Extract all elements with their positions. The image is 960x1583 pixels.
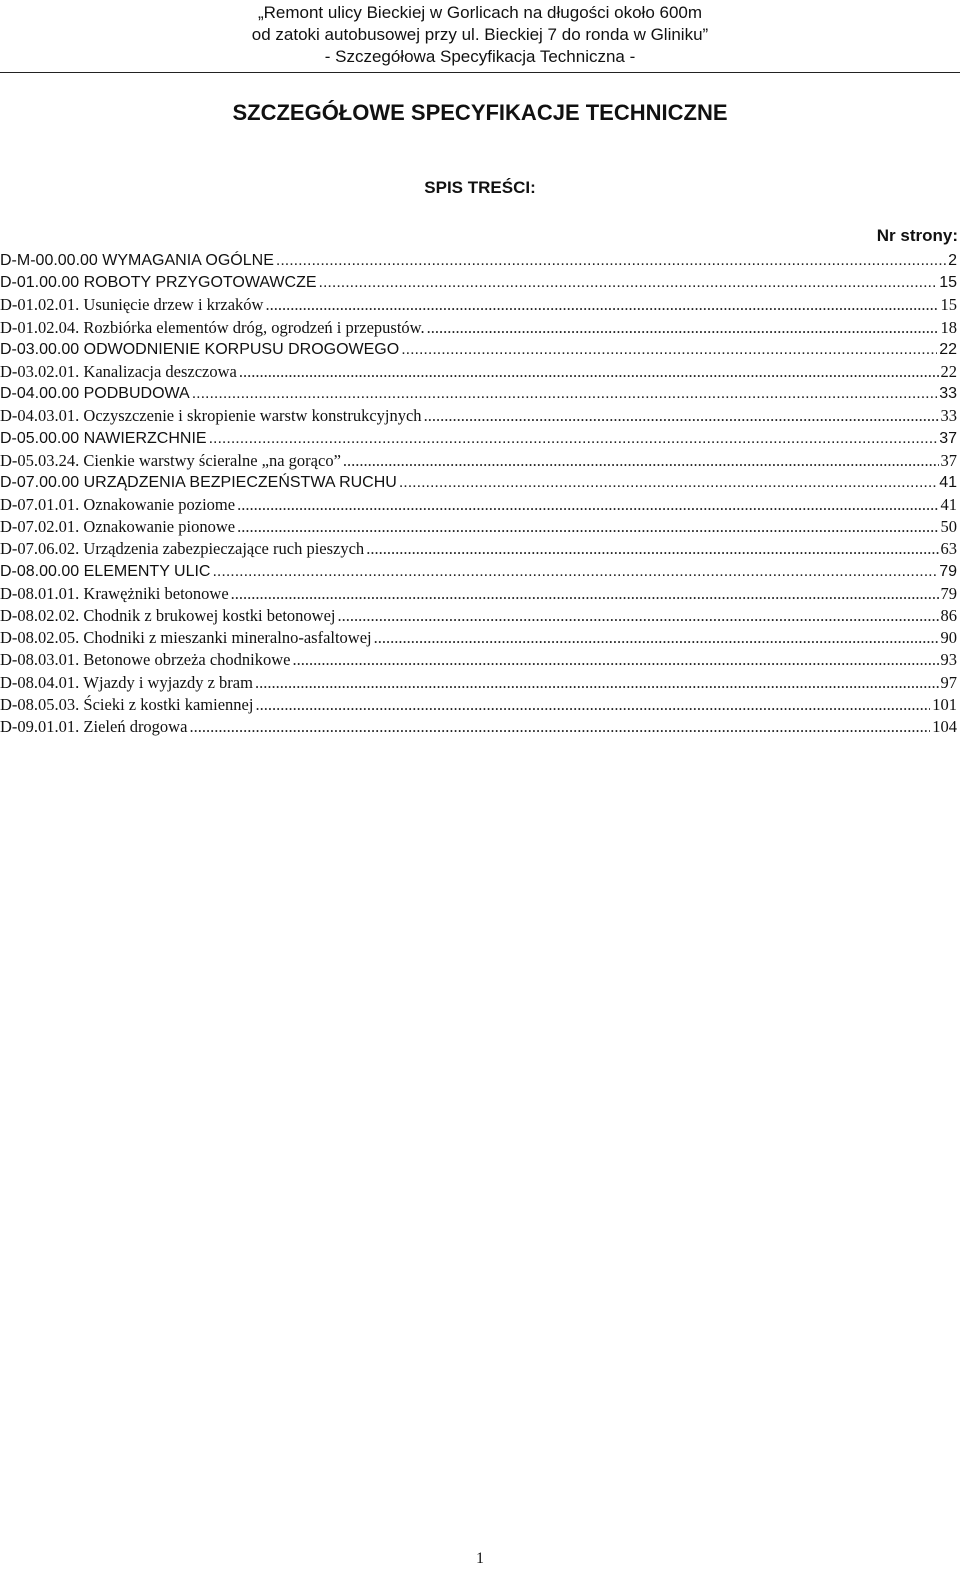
toc-dot-leader <box>366 538 938 560</box>
toc-dot-leader <box>237 516 938 538</box>
toc-entry-title: Wjazdy i wyjazdy z bram <box>83 672 253 692</box>
toc-entry-page: 41 <box>940 495 957 515</box>
toc-entry[interactable] <box>0 317 957 339</box>
toc-entry-page: 86 <box>940 606 957 625</box>
toc-dot-leader <box>424 405 939 427</box>
toc-entry[interactable] <box>0 405 957 427</box>
toc-entry-code: D-01.02.01. <box>0 295 80 315</box>
header-divider <box>0 72 960 73</box>
toc-entry[interactable] <box>0 694 957 716</box>
toc-entry[interactable] <box>0 361 957 383</box>
toc-heading: SPIS TREŚCI: <box>424 178 536 197</box>
toc-entry[interactable] <box>0 428 957 450</box>
page-number-column-heading: Nr strony: <box>876 226 958 245</box>
toc-entry-title: PODBUDOWA <box>83 385 190 403</box>
toc-dot-leader <box>237 494 938 516</box>
toc-dot-leader <box>239 361 939 383</box>
toc-entry-code: D-03.00.00 <box>0 340 80 358</box>
toc-entry-page: 97 <box>940 672 957 692</box>
toc-dot-leader <box>265 294 938 316</box>
document-title: SZCZEGÓŁOWE SPECYFIKACJE TECHNICZNE <box>232 100 728 125</box>
page-number: 1 <box>476 1550 484 1567</box>
toc-dot-leader <box>231 583 939 605</box>
toc-entry-code: D-05.03.24. <box>0 450 80 470</box>
toc-entry-title: URZĄDZENIA BEZPIECZEŃSTWA RUCHU <box>83 473 397 491</box>
toc-entry-code: D-01.00.00 <box>0 274 80 292</box>
toc-entry-title: Betonowe obrzeża chodnikowe <box>83 650 291 670</box>
toc-entry-title: Rozbiórka elementów dróg, ogrodzeń i przepustów. <box>83 317 425 337</box>
toc-entry-title: Oznakowanie poziome <box>83 495 236 515</box>
toc-entry-page: 22 <box>940 361 957 381</box>
page-header <box>0 2 960 68</box>
toc-entry-title: Usunięcie drzew i krzaków <box>83 295 264 315</box>
toc-entry-title: ROBOTY PRZYGOTOWAWCZE <box>83 274 317 292</box>
toc-entry[interactable] <box>0 272 957 294</box>
toc-entry-page: 33 <box>940 406 957 426</box>
toc-entry-code: D-04.03.01. <box>0 406 80 426</box>
toc-entry-page: 18 <box>940 317 957 337</box>
toc-entry-code: D-07.01.01. <box>0 495 80 515</box>
table-of-contents <box>0 250 957 738</box>
toc-entry-title: ELEMENTY ULIC <box>83 562 211 580</box>
toc-entry[interactable] <box>0 583 957 605</box>
toc-entry-title: Chodnik z brukowej kostki betonowej <box>83 606 336 625</box>
toc-dot-leader <box>427 317 939 339</box>
toc-entry[interactable] <box>0 250 957 272</box>
toc-dot-leader <box>212 561 937 583</box>
toc-entry-page: 79 <box>940 583 957 603</box>
toc-entry[interactable] <box>0 472 957 494</box>
toc-entry-code: D-08.03.01. <box>0 650 80 670</box>
toc-entry-code: D-08.05.03. <box>0 694 80 714</box>
toc-entry-code: D-01.02.04. <box>0 317 80 337</box>
toc-entry-title: Oznakowanie pionowe <box>83 517 236 537</box>
toc-entry-title: NAWIERZCHNIE <box>83 429 207 447</box>
header-line-3: - Szczegółowa Specyfikacja Techniczna - <box>324 47 636 66</box>
toc-entry-page: 90 <box>940 628 957 648</box>
toc-dot-leader <box>293 649 939 671</box>
toc-entry-page: 101 <box>932 694 957 714</box>
toc-entry-page: 33 <box>939 385 957 403</box>
toc-dot-leader <box>192 383 938 405</box>
toc-dot-leader <box>399 472 937 494</box>
toc-entry-code: D-04.00.00 <box>0 385 80 403</box>
toc-dot-leader <box>319 272 938 294</box>
toc-entry[interactable] <box>0 716 957 738</box>
toc-entry-title: ODWODNIENIE KORPUSU DROGOWEGO <box>83 340 400 358</box>
toc-dot-leader <box>276 250 946 272</box>
toc-entry[interactable] <box>0 672 957 694</box>
toc-entry[interactable] <box>0 627 957 649</box>
toc-dot-leader <box>255 672 939 694</box>
toc-entry-page: 37 <box>940 450 957 470</box>
toc-entry-title: Urządzenia zabezpieczające ruch pieszych <box>83 539 365 559</box>
toc-entry-code: D-08.02.02. <box>0 606 80 625</box>
toc-entry-page: 79 <box>939 562 957 580</box>
toc-entry-title: Cienkie warstwy ścieralne „na gorąco” <box>83 450 341 470</box>
toc-dot-leader <box>374 627 939 649</box>
toc-dot-leader <box>255 694 930 716</box>
toc-entry[interactable] <box>0 294 957 316</box>
toc-entry-code: D-08.00.00 <box>0 562 80 580</box>
toc-entry-page: 37 <box>939 429 957 447</box>
toc-entry-code: D-03.02.01. <box>0 361 80 381</box>
toc-entry-code: D-07.06.02. <box>0 539 80 559</box>
toc-entry[interactable] <box>0 450 957 472</box>
toc-entry-title: WYMAGANIA OGÓLNE <box>102 252 274 269</box>
toc-entry-code: D-08.02.05. <box>0 628 80 648</box>
toc-entry-title: Kanalizacja deszczowa <box>83 361 237 381</box>
toc-dot-leader <box>209 428 938 450</box>
toc-entry-page: 41 <box>939 473 957 491</box>
toc-dot-leader <box>401 339 937 361</box>
toc-dot-leader <box>189 716 930 738</box>
toc-dot-leader <box>337 605 938 627</box>
toc-entry-page: 22 <box>939 340 957 358</box>
toc-entry-page: 104 <box>932 716 957 736</box>
toc-entry[interactable] <box>0 605 957 627</box>
toc-entry[interactable] <box>0 339 957 361</box>
toc-entry[interactable] <box>0 561 957 583</box>
toc-entry-page: 50 <box>940 517 957 537</box>
toc-entry-page: 15 <box>940 295 957 315</box>
toc-entry-code: D-09.01.01. <box>0 716 80 736</box>
toc-entry-title: Chodniki z mieszanki mineralno-asfaltowej <box>83 628 372 648</box>
toc-entry[interactable] <box>0 383 957 405</box>
toc-entry-page: 2 <box>948 252 957 269</box>
toc-dot-leader <box>343 450 939 472</box>
toc-entry-page: 15 <box>939 274 957 292</box>
toc-entry-code: D-07.02.01. <box>0 517 80 537</box>
toc-entry[interactable] <box>0 516 957 538</box>
toc-entry-code: D-08.01.01. <box>0 583 80 603</box>
toc-entry-title: Ścieki z kostki kamiennej <box>83 694 254 714</box>
toc-entry[interactable] <box>0 494 957 516</box>
toc-entry-code: D-05.00.00 <box>0 429 80 447</box>
toc-entry-title: Zieleń drogowa <box>83 716 188 736</box>
toc-entry-code: D-M-00.00.00 <box>0 252 98 269</box>
header-line-1: „Remont ulicy Bieckiej w Gorlicach na długości około 600m <box>257 3 703 22</box>
toc-entry-code: D-07.00.00 <box>0 473 80 491</box>
toc-entry-page: 93 <box>940 650 957 670</box>
toc-entry-title: Krawężniki betonowe <box>83 583 229 603</box>
toc-entry-code: D-08.04.01. <box>0 672 80 692</box>
toc-entry[interactable] <box>0 538 957 560</box>
toc-entry[interactable] <box>0 649 957 671</box>
header-line-2: od zatoki autobusowej przy ul. Bieckiej 7 do ronda w Gliniku” <box>251 25 709 44</box>
toc-entry-title: Oczyszczenie i skropienie warstw konstrukcyjnych <box>83 406 422 426</box>
toc-entry-page: 63 <box>940 539 957 559</box>
